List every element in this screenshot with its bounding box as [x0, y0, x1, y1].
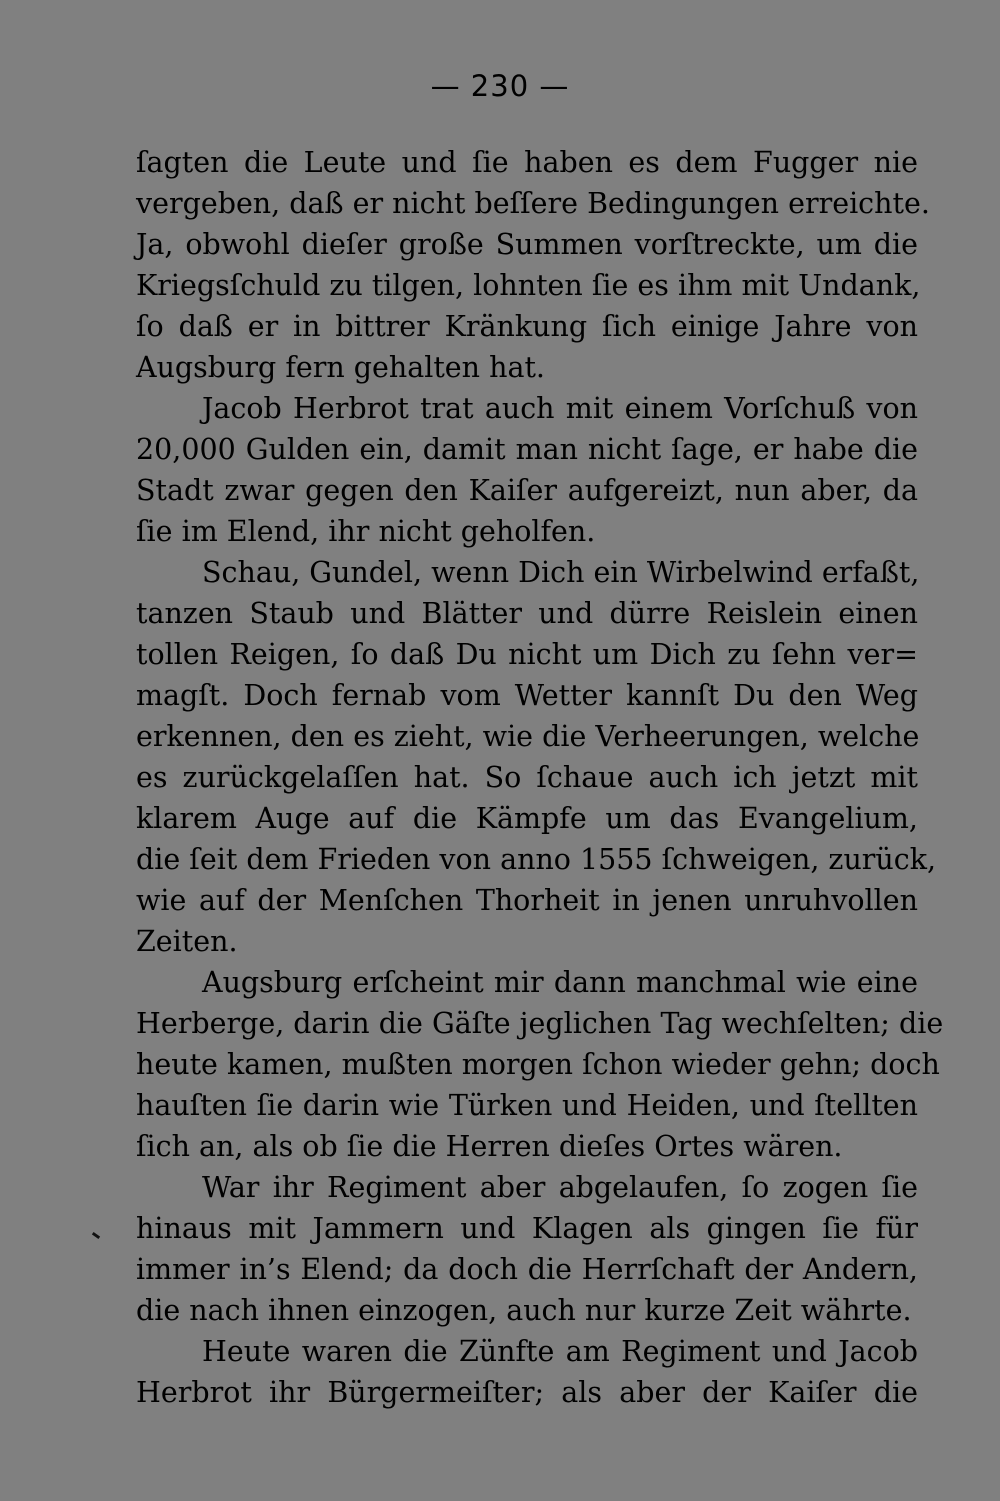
text-line: es zurückgelaſſen hat. So ſchaue auch ich jetzt mit: [136, 761, 918, 794]
text-line: Kriegsſchuld zu tilgen, lohnten ſie es ihm mit Undank,: [136, 269, 921, 302]
text-line: Herberge, darin die Gäſte jeglichen Tag wechſelten; die: [136, 1007, 944, 1040]
text-line: Herbrot ihr Bürgermeiſter; als aber der Kaiſer die: [136, 1376, 918, 1409]
text-line: tanzen Staub und Blätter und dürre Reislein einen: [136, 597, 918, 630]
text-line: tollen Reigen, ſo daß Du nicht um Dich zu ſehn ver=: [136, 638, 918, 671]
text-line: ſie im Elend, ihr nicht geholfen.: [136, 515, 596, 548]
text-line: ſagten die Leute und ſie haben es dem Fugger nie: [136, 146, 918, 179]
text-line: ſich an, als ob ſie die Herren dieſes Ortes wären.: [136, 1130, 843, 1163]
text-line: immer in’s Elend; da doch die Herrſchaft der Andern,: [136, 1253, 918, 1286]
text-line: hinaus mit Jammern und Klagen als gingen ſie für: [136, 1212, 918, 1245]
text-line: War ihr Regiment aber abgelaufen, ſo zogen ſie: [202, 1171, 918, 1204]
text-line: Schau, Gundel, wenn Dich ein Wirbelwind erfaßt,: [202, 556, 920, 589]
text-line: erkennen, den es zieht, wie die Verheerungen, welche: [136, 720, 920, 753]
text-line: Augsburg fern gehalten hat.: [136, 351, 545, 384]
text-line: Augsburg erſcheint mir dann manchmal wie eine: [202, 966, 918, 999]
text-line: Stadt zwar gegen den Kaiſer aufgereizt, nun aber, da: [136, 474, 918, 507]
text-line: Zeiten.: [136, 925, 238, 958]
scan-speck: [92, 1232, 100, 1239]
text-line: die ſeit dem Frieden von anno 1555 ſchweigen, zurück,: [136, 843, 937, 876]
text-line: magſt. Doch fernab vom Wetter kannſt Du den Weg: [136, 679, 918, 712]
page-number: — 230 —: [430, 69, 570, 103]
text-line: 20,000 Gulden ein, damit man nicht ſage, er habe die: [136, 433, 918, 466]
text-line: Ja, obwohl dieſer große Summen vorſtreckte, um die: [136, 228, 918, 261]
text-line: Jacob Herbrot trat auch mit einem Vorſchuß von: [202, 392, 918, 425]
body-text: [136, 142, 944, 1413]
text-line: Heute waren die Zünfte am Regiment und Jacob: [202, 1335, 918, 1368]
text-line: klarem Auge auf die Kämpfe um das Evangelium,: [136, 802, 918, 835]
text-line: hauſten ſie darin wie Türken und Heiden, und ſtellten: [136, 1089, 918, 1122]
text-line: wie auf der Menſchen Thorheit in jenen unruhvollen: [136, 884, 918, 917]
text-line: die nach ihnen einzogen, auch nur kurze Zeit währte.: [136, 1294, 912, 1327]
text-line: heute kamen, mußten morgen ſchon wieder gehn; doch: [136, 1048, 940, 1081]
text-line: vergeben, daß er nicht beſſere Bedingungen erreichte.: [136, 187, 930, 220]
text-line: ſo daß er in bittrer Kränkung ſich einige Jahre von: [136, 310, 918, 343]
